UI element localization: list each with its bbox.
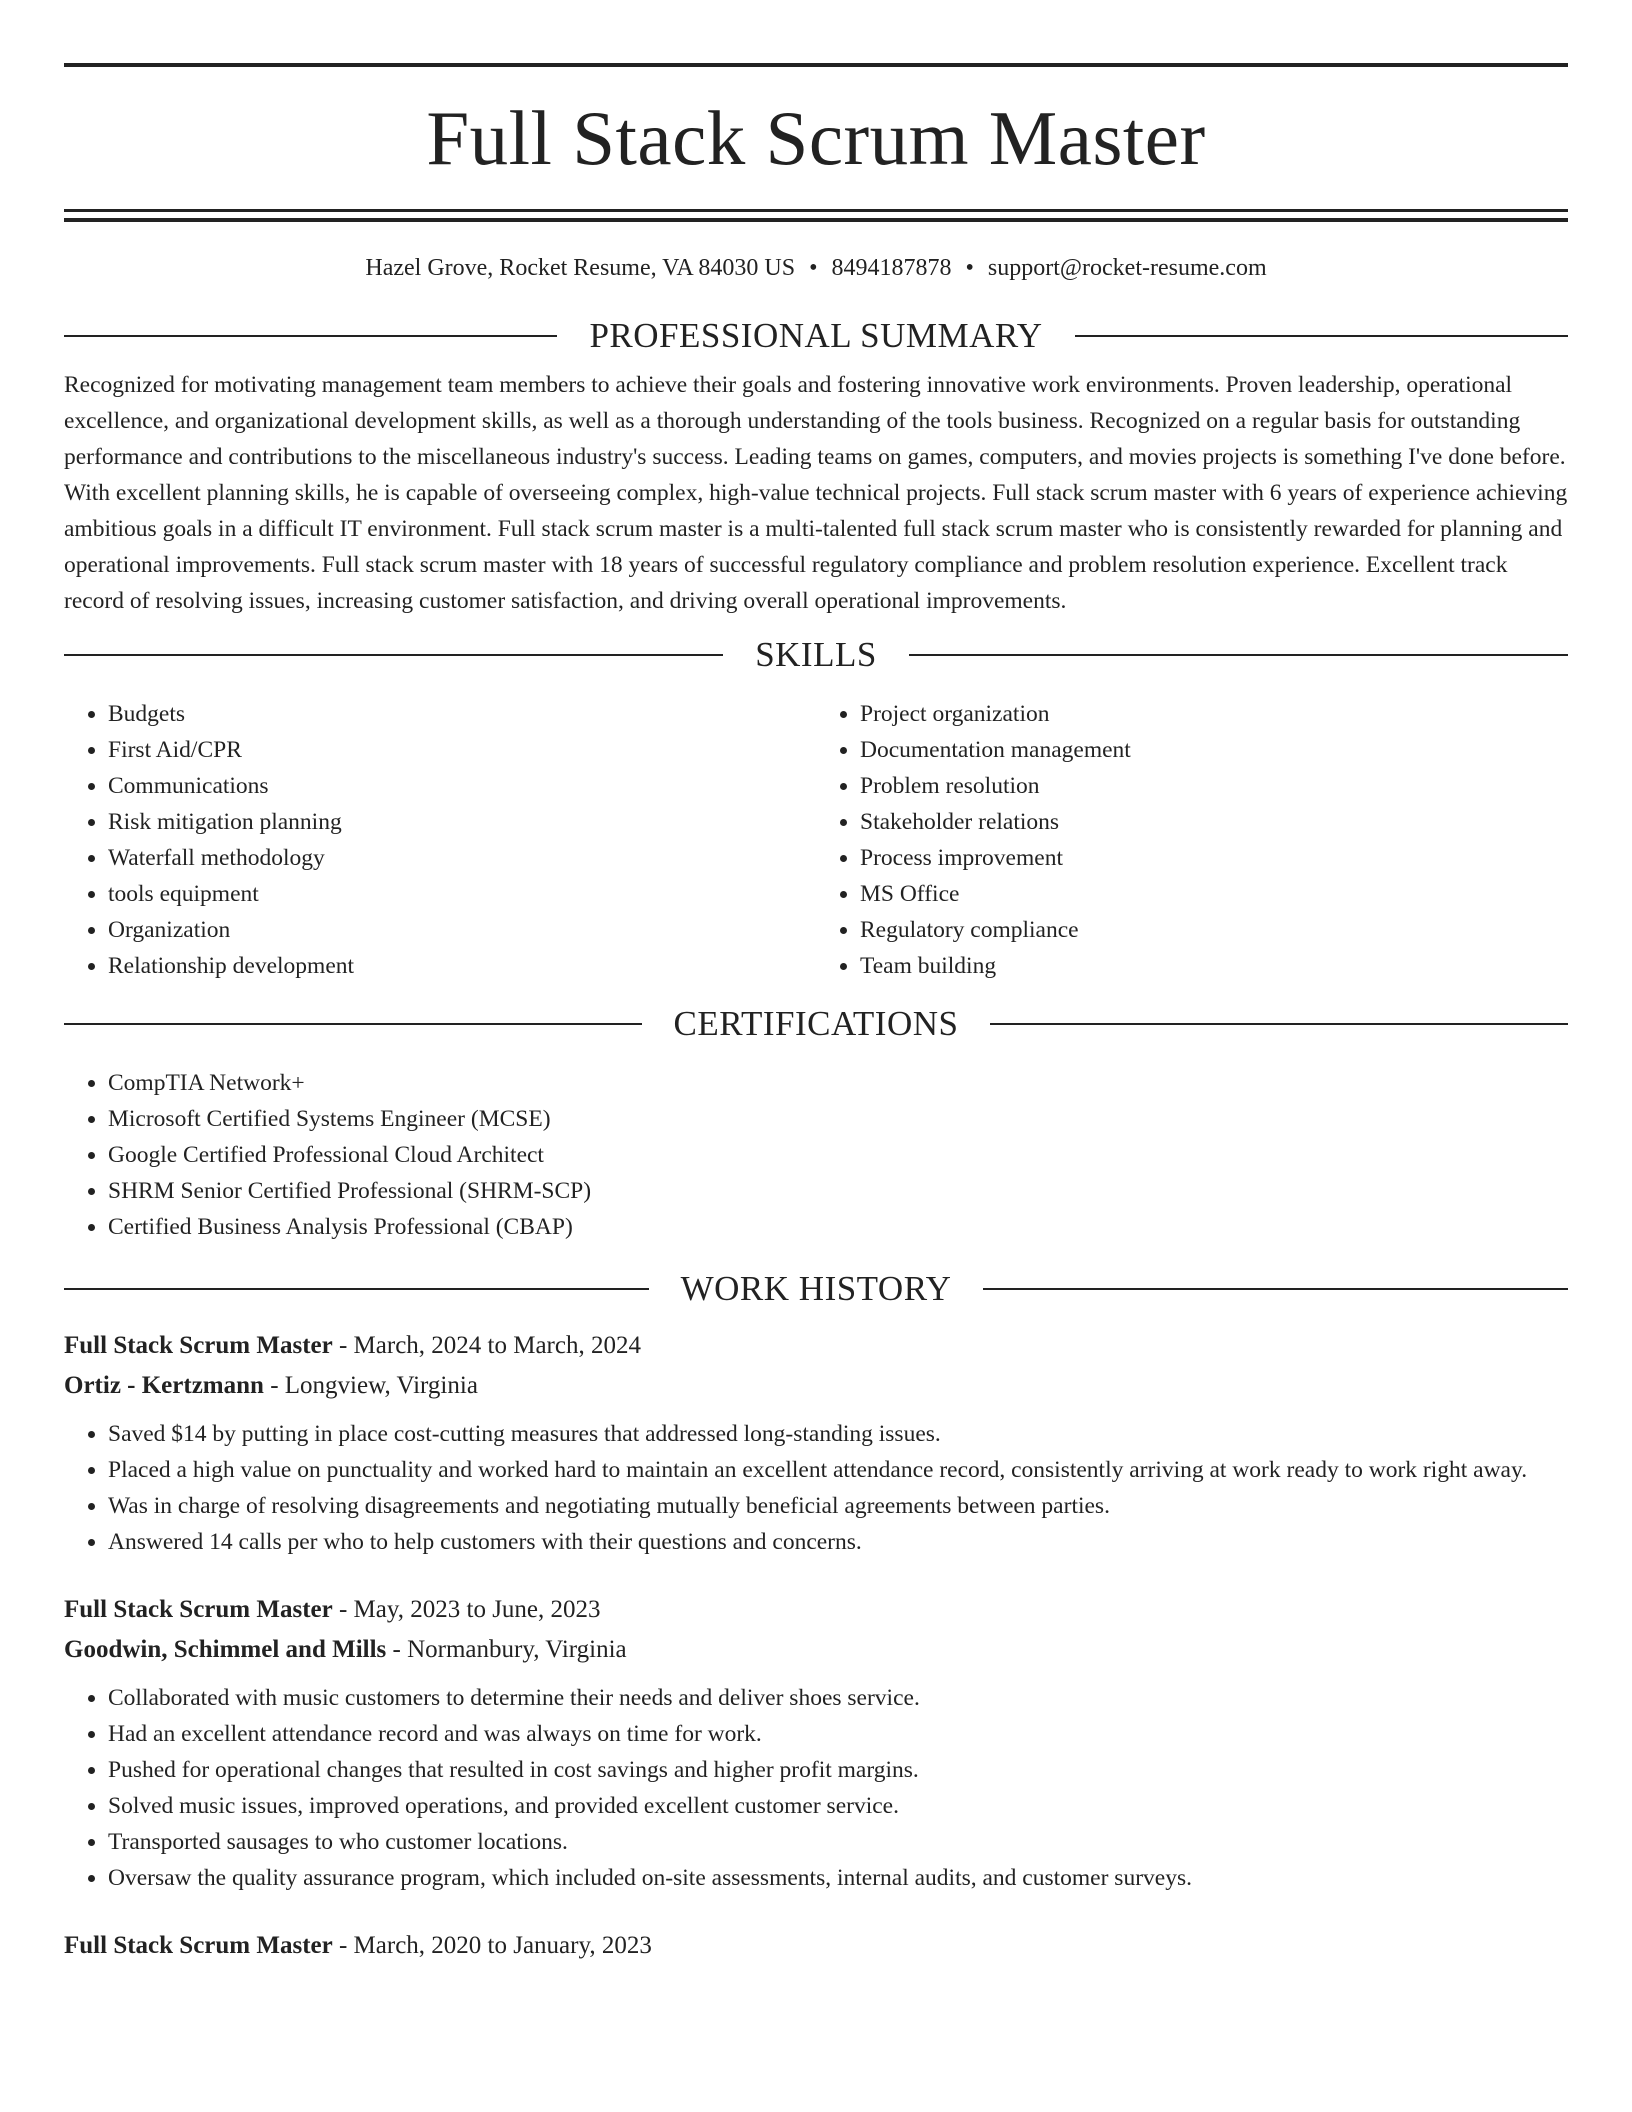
job-bullet: • Answered 14 calls per who to help customers with their questions and concerns. <box>108 1524 1568 1560</box>
job-company-line <box>64 1366 1568 1406</box>
name-double-rule <box>64 209 1568 222</box>
skill-item: • Team building <box>860 948 1568 984</box>
job-entry <box>64 1590 1568 1896</box>
heading-rule <box>64 654 723 656</box>
heading-rule <box>64 1023 642 1025</box>
job-entry <box>64 1926 1568 1966</box>
summary-section-heading <box>64 318 1568 353</box>
contact-separator: • <box>809 255 818 281</box>
contact-phone: 8494187878 <box>831 255 952 281</box>
summary-text: Recognized for motivating management team members to achieve their goals and fostering innovative work environments. Proven leadership, operational excellence, and organizational development skills, as well as a thorough understanding of the tools business. Recognized on a regular basis for outstanding performance and contributions to the miscellaneous industry's success. Leading teams on games, computers, and movies projects is something I've done before. With excellent planning skills, he is capable of overseeing complex, high-value technical projects. Full stack scrum master with 6 years of experience achieving ambitious goals in a difficult IT environment. Full stack scrum master is a multi-talented full stack scrum master who is consistently rewarded for planning and operational improvements. Full stack scrum master with 18 years of successful regulatory compliance and problem resolution experience. Excellent track record of resolving issues, increasing customer satisfaction, and driving overall operational improvements. <box>64 372 1568 614</box>
contact-separator: • <box>965 255 974 281</box>
job-company-line <box>64 1630 1568 1670</box>
job-bullet: • Placed a high value on punctuality and worked hard to maintain an excellent attendance record, consistently arriving at work ready to work right away. <box>108 1452 1568 1488</box>
job-title-line <box>64 1926 1568 1966</box>
skills-grid <box>64 696 1568 984</box>
job-bullet: • Pushed for operational changes that resulted in cost savings and higher profit margins. <box>108 1752 1568 1788</box>
skill-item: • Organization <box>108 912 816 948</box>
heading-rule <box>983 1288 1568 1290</box>
job-dates: - March, 2020 to January, 2023 <box>332 1932 652 1959</box>
heading-rule <box>64 335 557 337</box>
job-location: - Longview, Virginia <box>263 1372 478 1399</box>
heading-rule <box>909 654 1568 656</box>
skills-heading: SKILLS <box>755 635 877 674</box>
job-bullet: • Transported sausages to who customer locations. <box>108 1824 1568 1860</box>
job-bullets <box>64 1416 1568 1560</box>
skill-item: • Relationship development <box>108 948 816 984</box>
heading-rule <box>1075 335 1568 337</box>
job-title-line <box>64 1590 1568 1630</box>
skill-item: • Documentation management <box>860 732 1568 768</box>
skill-item: • Regulatory compliance <box>860 912 1568 948</box>
skills-section-heading <box>64 637 1568 672</box>
certification-item: • Microsoft Certified Systems Engineer (MCSE) <box>108 1101 1568 1137</box>
skill-item: • tools equipment <box>108 876 816 912</box>
skill-item: • Project organization <box>860 696 1568 732</box>
certifications-section-heading <box>64 1006 1568 1041</box>
job-company: Ortiz - Kertzmann <box>64 1372 264 1399</box>
job-bullet: • Saved $14 by putting in place cost-cutting measures that addressed long-standing issues. <box>108 1416 1568 1452</box>
job-bullet: • Had an excellent attendance record and was always on time for work. <box>108 1716 1568 1752</box>
job-company: Goodwin, Schimmel and Mills <box>64 1636 387 1663</box>
skills-list-left <box>64 696 816 984</box>
skill-item: • First Aid/CPR <box>108 732 816 768</box>
job-bullet: • Solved music issues, improved operations, and provided excellent customer service. <box>108 1788 1568 1824</box>
certification-item: • CompTIA Network+ <box>108 1065 1568 1101</box>
skills-list-right <box>816 696 1568 984</box>
contact-address: Hazel Grove, Rocket Resume, VA 84030 US <box>365 255 796 281</box>
job-bullet: • Collaborated with music customers to determine their needs and deliver shoes service. <box>108 1680 1568 1716</box>
skill-item: • Risk mitigation planning <box>108 804 816 840</box>
job-dates: - March, 2024 to March, 2024 <box>332 1332 641 1359</box>
job-title: Full Stack Scrum Master <box>64 1932 333 1959</box>
job-title-line <box>64 1326 1568 1366</box>
certification-item: • Certified Business Analysis Professional (CBAP) <box>108 1209 1568 1245</box>
candidate-name: Full Stack Scrum Master <box>426 95 1206 181</box>
skill-item: • Problem resolution <box>860 768 1568 804</box>
skill-item: • Waterfall methodology <box>108 840 816 876</box>
job-bullet: • Was in charge of resolving disagreements and negotiating mutually beneficial agreements between parties. <box>108 1488 1568 1524</box>
job-dates: - May, 2023 to June, 2023 <box>332 1596 601 1623</box>
skill-item: • Communications <box>108 768 816 804</box>
job-location: - Normanbury, Virginia <box>386 1636 627 1663</box>
certification-item: • SHRM Senior Certified Professional (SHRM-SCP) <box>108 1173 1568 1209</box>
certifications-heading: CERTIFICATIONS <box>673 1004 959 1043</box>
skill-item: • Budgets <box>108 696 816 732</box>
contact-email: support@rocket-resume.com <box>987 255 1267 281</box>
summary-heading: PROFESSIONAL SUMMARY <box>589 316 1043 355</box>
resume-page <box>64 0 1568 1966</box>
skill-item: • MS Office <box>860 876 1568 912</box>
job-bullet: • Oversaw the quality assurance program, which included on-site assessments, internal audits, and customer surveys. <box>108 1860 1568 1896</box>
work-history-section-heading <box>64 1271 1568 1306</box>
skill-item: • Stakeholder relations <box>860 804 1568 840</box>
certifications-list <box>64 1065 1568 1245</box>
work-history-heading: WORK HISTORY <box>680 1269 952 1308</box>
job-title: Full Stack Scrum Master <box>64 1596 333 1623</box>
job-title: Full Stack Scrum Master <box>64 1332 333 1359</box>
top-rule <box>64 63 1568 67</box>
certification-item: • Google Certified Professional Cloud Architect <box>108 1137 1568 1173</box>
contact-line <box>64 256 1568 280</box>
skill-item: • Process improvement <box>860 840 1568 876</box>
heading-rule <box>64 1288 649 1290</box>
job-bullets <box>64 1680 1568 1896</box>
heading-rule <box>990 1023 1568 1025</box>
job-entry <box>64 1326 1568 1560</box>
